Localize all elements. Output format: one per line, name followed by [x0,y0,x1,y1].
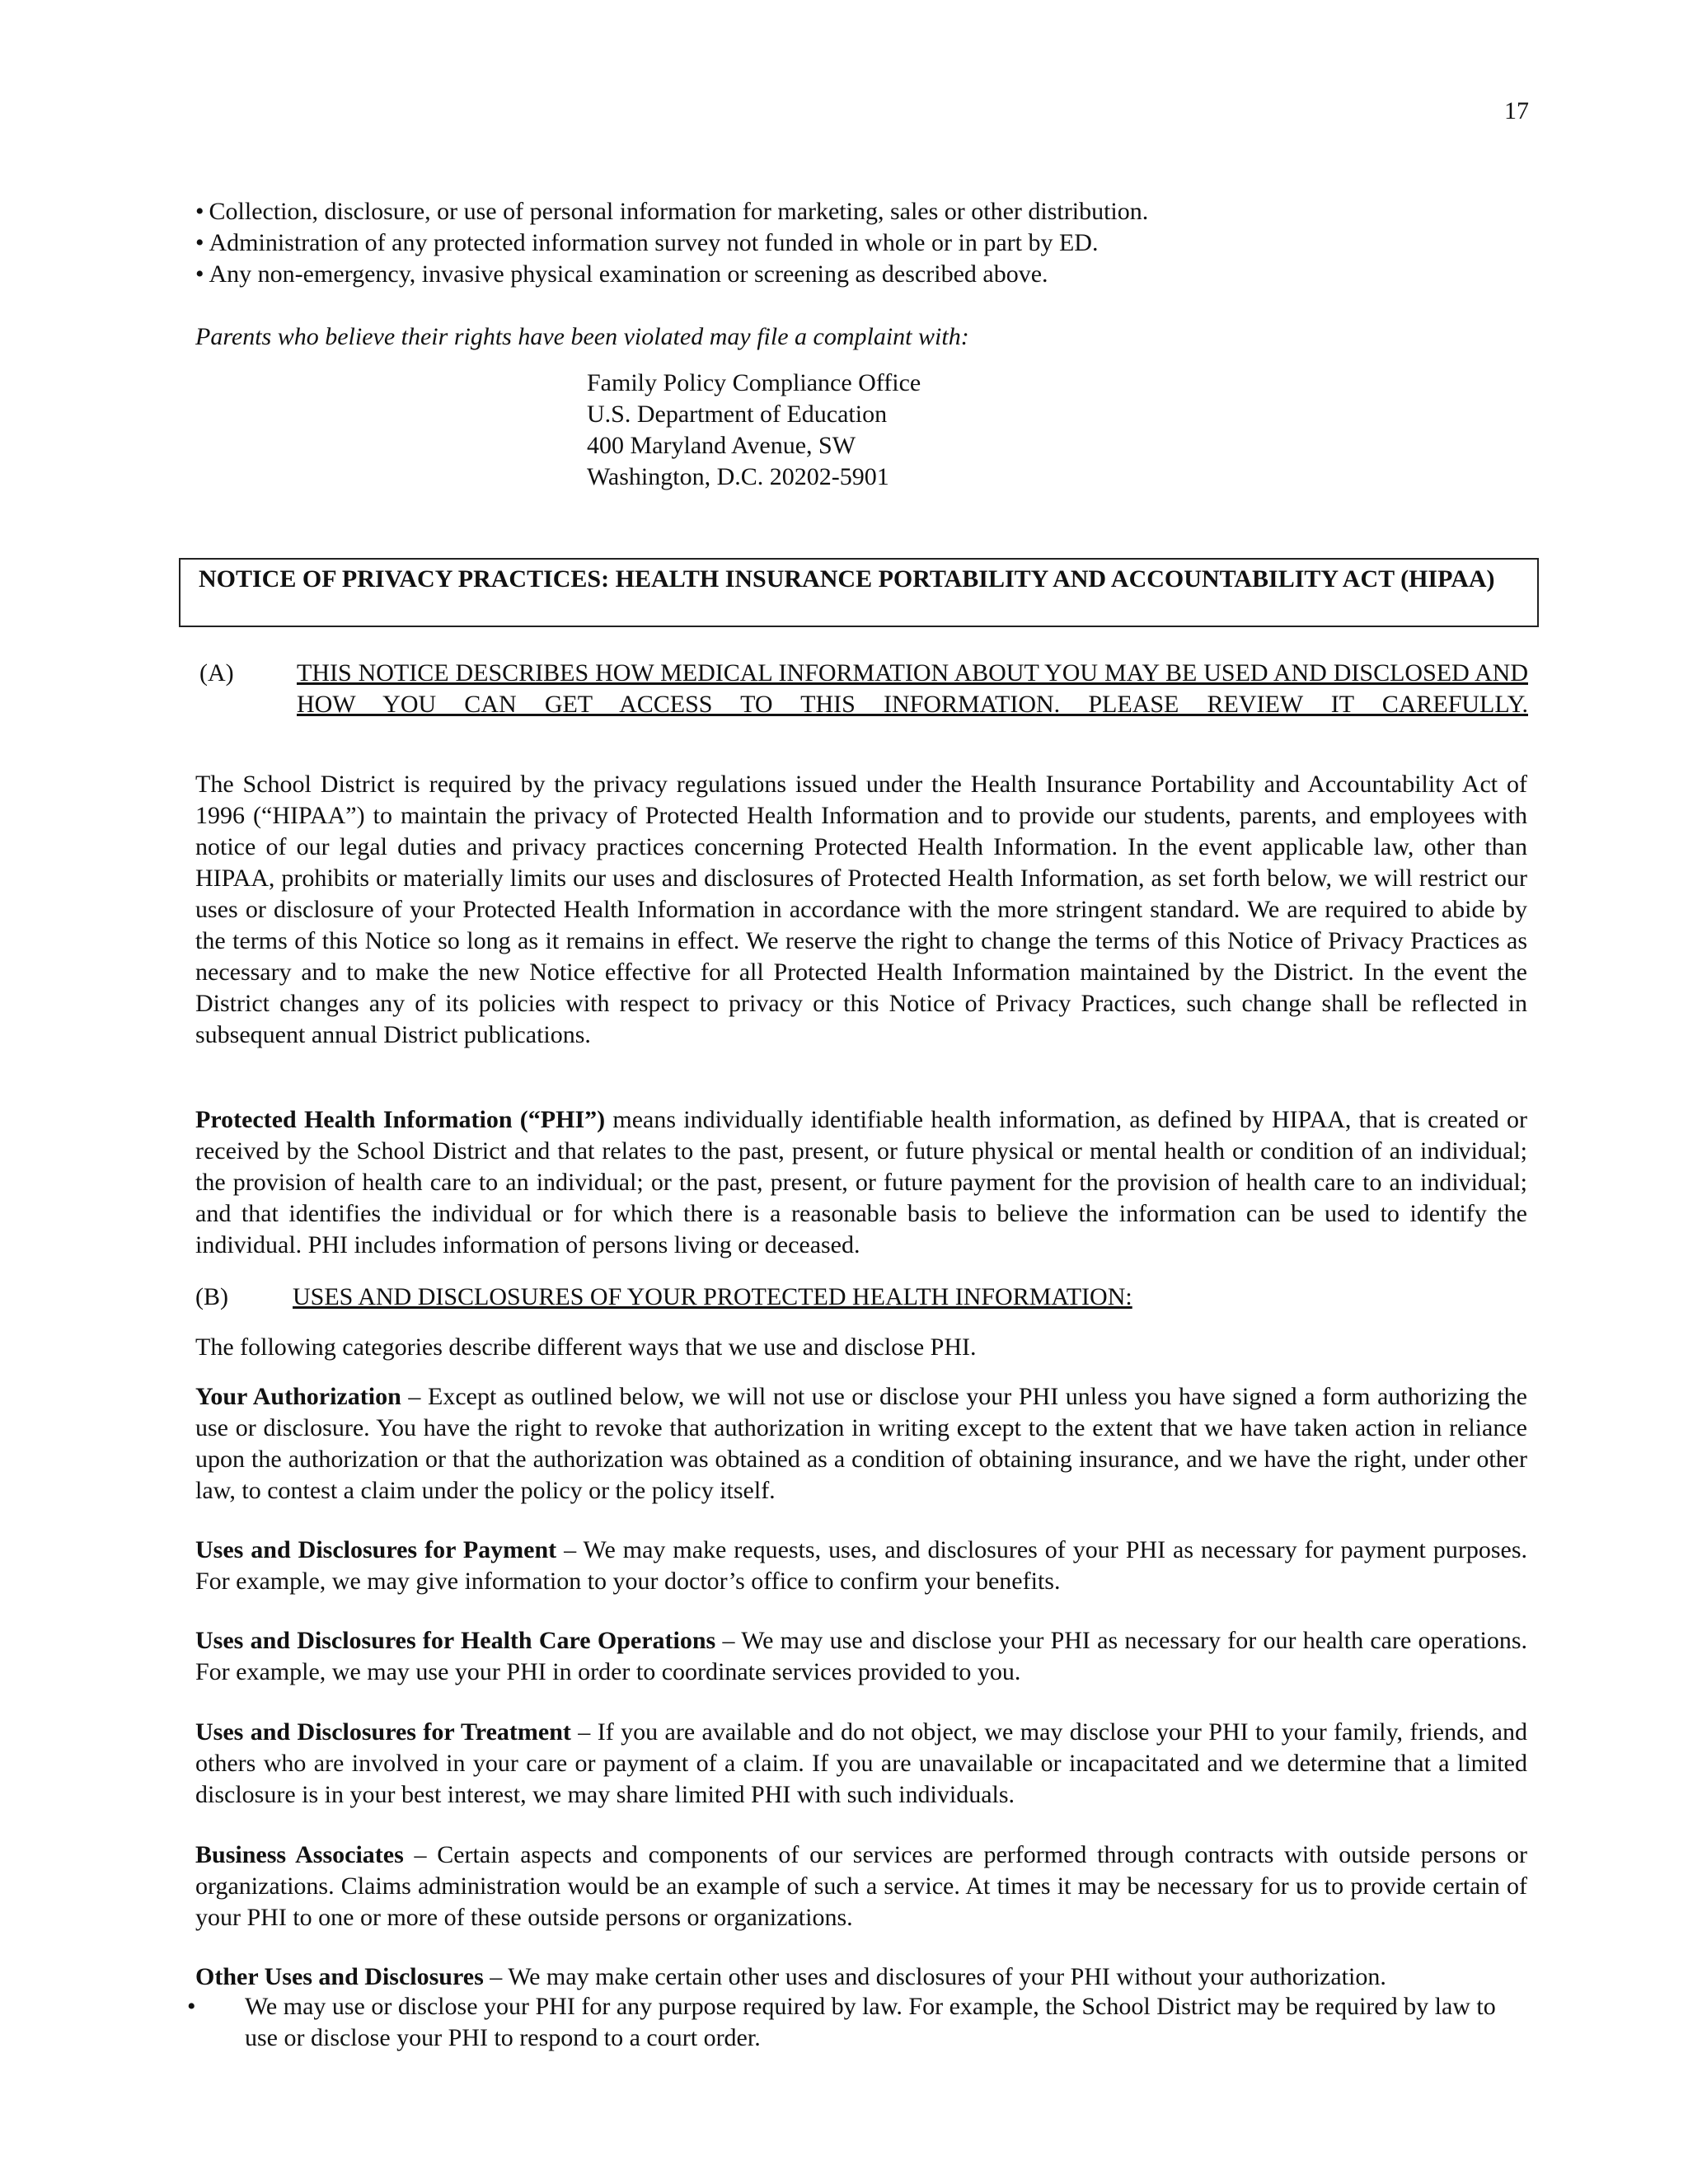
law-bullet-text: We may use or disclose your PHI for any purpose required by law. For example, the School District may be required by law to use or disclose your PHI to respond to a court order. [245,1993,1496,2051]
treatment-paragraph [195,1717,1527,1811]
operations-paragraph [195,1625,1527,1688]
mailing-address [587,368,921,493]
associates-paragraph [195,1840,1527,1933]
bullet-item: • Administration of any protected information survey not funded in whole or in part by ED. [195,227,1527,259]
payment-term: Uses and Disclosures for Payment [195,1536,557,1563]
authorization-paragraph [195,1381,1527,1507]
phi-term: Protected Health Information (“PHI”) [195,1106,606,1133]
section-a-text: THIS NOTICE DESCRIBES HOW MEDICAL INFORMATION ABOUT YOU MAY BE USED AND DISCLOSED AND HOW YOU CAN GET ACCESS TO THIS INFORMATION. PLEASE REVIEW IT CAREFULLY. [297,659,1528,718]
bullet-item: • Any non-emergency, invasive physical examination or screening as described above. [195,259,1527,290]
associates-text: – Certain aspects and components of our services are performed through contracts with outside persons or organizations. Claims administration would be an example of such a service. At times it may be necessary for us to provide certain of your PHI to one or more of these outside persons or organizations. [195,1841,1527,1931]
law-bullet-item [187,1991,1528,2054]
payment-text: – We may make requests, uses, and disclosures of your PHI as necessary for payment purposes. For example, we may give information to your doctor’s office to confirm your benefits. [195,1536,1527,1595]
categories-intro: The following categories describe different ways that we use and disclose PHI. [195,1333,977,1361]
treatment-term: Uses and Disclosures for Treatment [195,1718,571,1746]
associates-term: Business Associates [195,1841,404,1868]
bullet-item: • Collection, disclosure, or use of personal information for marketing, sales or other distribution. [195,196,1527,227]
address-line: U.S. Department of Education [587,401,888,428]
payment-paragraph [195,1535,1527,1597]
address-line: Washington, D.C. 20202-5901 [587,463,889,490]
other-text: – We may make certain other uses and disclosures of your PHI without your authorization. [483,1963,1386,1990]
section-a [199,658,1528,720]
hipaa-heading: NOTICE OF PRIVACY PRACTICES: HEALTH INSURANCE PORTABILITY AND ACCOUNTABILITY ACT (HIPAA) [199,565,1495,593]
section-a-label: (A) [199,659,234,687]
intro-paragraph: The School District is required by the privacy regulations issued under the Health Insurance Portability and Accountability Act of 1996 (“HIPAA”) to maintain the privacy of Protected Health Information and to provide our students, parents, and employees with notice of our legal duties and privacy practices concerning Protected Health Information. In the event applicable law, other than HIPAA, prohibits or materially limits our uses and disclosures of Protected Health Information, as set forth below, we will restrict our uses or disclosure of your Protected Health Information in accordance with the more stringent standard. We are required to abide by the terms of this Notice so long as it remains in effect. We reserve the right to change the terms of this Notice of Privacy Practices as necessary and to make the new Notice effective for all Protected Health Information maintained by the District. In the event the District changes any of its policies with respect to privacy or this Notice of Privacy Practices, such change shall be reflected in subsequent annual District publications. [195,771,1527,1048]
phi-text: means individually identifiable health information, as defined by HIPAA, that is created or received by the School District and that relates to the past, present, or future physical or mental health or condition of an individual; the provision of health care to an individual; or the past, present, or future payment for the provision of health care to an individual; and that identifies the individual or for which there is a reasonable basis to believe the information can be used to identify the individual. PHI includes information of persons living or deceased. [195,1106,1527,1258]
bullet-list [195,196,1527,290]
other-term: Other Uses and Disclosures [195,1963,484,1990]
address-line: 400 Maryland Avenue, SW [587,432,856,459]
page-number: 17 [1504,97,1529,124]
treatment-text: – If you are available and do not object, we may disclose your PHI to your family, friends, and others who are involved in your care or payment of a claim. If you are unavailable or incapacitated and we determine that a limited disclosure is in your best interest, we may share limited PHI with such individuals. [195,1718,1527,1808]
address-line: Family Policy Compliance Office [587,369,921,396]
section-b [195,1282,1527,1313]
complaint-intro: Parents who believe their rights have been violated may file a complaint with: [195,323,969,350]
phi-paragraph [195,1104,1527,1261]
section-b-label: (B) [195,1283,228,1310]
authorization-term: Your Authorization [195,1383,401,1410]
other-uses-paragraph [195,1961,1527,1993]
hipaa-heading-box [179,558,1539,627]
section-b-title: USES AND DISCLOSURES OF YOUR PROTECTED HEALTH INFORMATION: [293,1283,1132,1310]
bullet-icon: • [187,1993,196,2020]
operations-text: – We may use and disclose your PHI as necessary for our health care operations. For example, we may use your PHI in order to coordinate services provided to you. [195,1627,1527,1685]
authorization-text: – Except as outlined below, we will not use or disclose your PHI unless you have signed a form authorizing the use or disclosure. You have the right to revoke that authorization in writing except to the extent that we have taken action in reliance upon the authorization or that the authorization was obtained as a condition of obtaining insurance, and we have the right, under other law, to contest a claim under the policy or the policy itself. [195,1383,1527,1504]
operations-term: Uses and Disclosures for Health Care Operations [195,1627,716,1654]
